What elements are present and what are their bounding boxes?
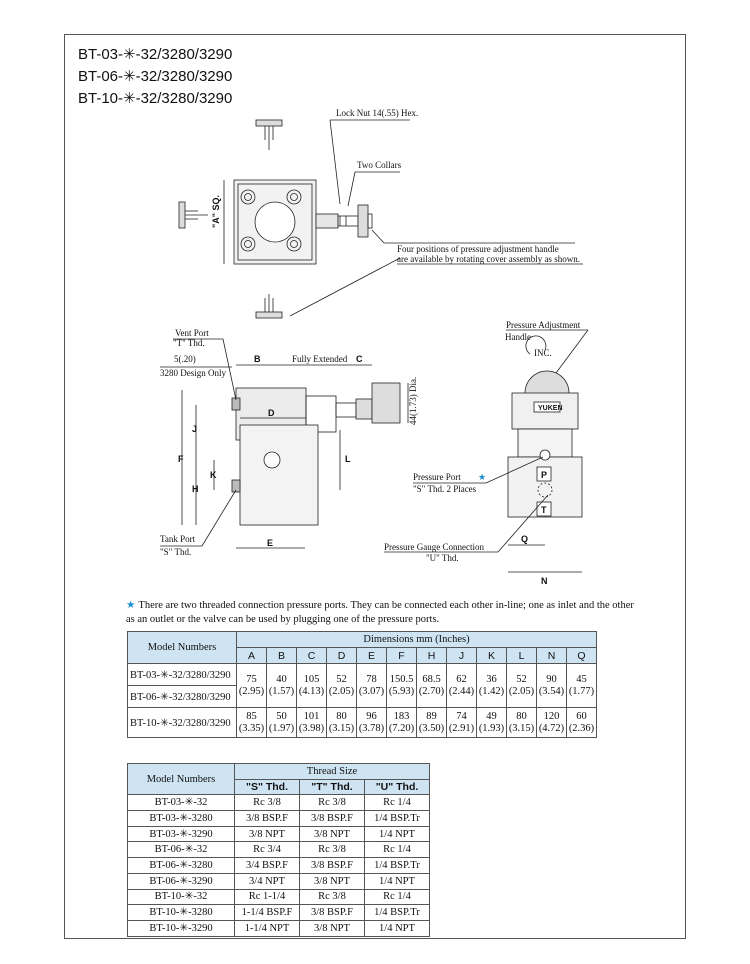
dim-n-label: N: [541, 576, 548, 586]
thread-cell: 3/8 NPT: [300, 920, 365, 936]
dimensions-table: [127, 631, 597, 738]
col-k: K: [477, 648, 507, 664]
thread-cell: Rc 3/8: [300, 795, 365, 811]
value-in: (1.42): [478, 685, 505, 697]
pressure-port-label-2: "S" Thd. 2 Places: [413, 484, 477, 494]
col-f: F: [387, 648, 417, 664]
value-mm: 45: [576, 673, 587, 685]
thread-cell: 1-1/4 NPT: [235, 920, 300, 936]
value-mm: 89: [426, 710, 437, 722]
value-in: (2.95): [238, 685, 265, 697]
thread-cell: 3/8 BSP.F: [300, 811, 365, 827]
dim-e-label: E: [267, 538, 274, 548]
thread-cell: 1/4 NPT: [365, 826, 430, 842]
value-in: (1.97): [268, 722, 295, 734]
value-mm: 60: [576, 710, 587, 722]
thread-row: [128, 858, 430, 874]
model-cell: BT-10-✳-32/3280/3290: [128, 708, 237, 738]
value-in: (1.93): [478, 722, 505, 734]
col-l: L: [507, 648, 537, 664]
value-mm: 80: [336, 710, 347, 722]
thread-row: [128, 842, 430, 858]
value-mm: 36: [486, 673, 497, 685]
value-mm: 150.5: [389, 673, 414, 685]
value-mm: 80: [516, 710, 527, 722]
two-collars-label: Two Collars: [357, 160, 402, 170]
title-line: BT-03-✳-32/3280/3290: [78, 46, 233, 63]
note-body: There are two threaded connection pressure ports. They can be connected each other in-line; one as inlet and the other as an outlet or the valve can be used by plugging one of the pressure ports.: [126, 600, 634, 625]
dim-q-label: Q: [521, 534, 529, 544]
a-sq-label: "A" SQ.: [211, 194, 221, 228]
t-port-label: T: [541, 505, 547, 515]
header-model: Model Numbers: [128, 632, 237, 664]
dim-d-label: D: [268, 408, 275, 418]
value-in: (2.44): [448, 685, 475, 697]
value-mm: 85: [246, 710, 257, 722]
value-mm: 105: [303, 673, 320, 685]
thread-cell: 1/4 BSP.Tr: [365, 858, 430, 874]
four-positions-label-2: are available by rotating cover assembly as shown.: [397, 254, 580, 264]
col-s-thd: "S" Thd.: [245, 780, 289, 793]
col-d: D: [327, 648, 357, 664]
thread-cell: Rc 3/8: [235, 795, 300, 811]
value-in: (1.57): [268, 685, 295, 697]
gauge-label-1: Pressure Gauge Connection: [384, 542, 484, 552]
thread-cell: Rc 3/4: [235, 842, 300, 858]
star-icon: ★: [126, 600, 136, 611]
thread-cell: 1/4 NPT: [365, 873, 430, 889]
value-mm: 78: [366, 673, 377, 685]
value-in: (3.15): [508, 722, 535, 734]
gauge-label-2: "U" Thd.: [426, 553, 459, 563]
header-model: Model Numbers: [128, 764, 235, 795]
value-mm: 52: [516, 673, 527, 685]
value-in: (3.15): [328, 722, 355, 734]
star-icon: ★: [478, 472, 487, 482]
model-cell: BT-03-✳-32/3280/3290: [128, 664, 237, 686]
model-cell: BT-03-✳-3280: [128, 811, 235, 827]
dim-k-label: K: [210, 470, 217, 480]
thread-cell: 3/4 BSP.F: [235, 858, 300, 874]
value-in: (3.50): [418, 722, 445, 734]
title-line: BT-06-✳-32/3280/3290: [78, 68, 233, 85]
thread-row: [128, 811, 430, 827]
header-thread-size: Thread Size: [235, 764, 430, 780]
value-in: (3.78): [358, 722, 385, 734]
value-mm: 40: [276, 673, 287, 685]
thread-row: [128, 905, 430, 921]
header-dimensions: Dimensions mm (Inches): [237, 632, 597, 648]
yuken-label: YUKEN: [538, 405, 563, 412]
model-cell: BT-06-✳-32/3280/3290: [128, 686, 237, 708]
inc-label: INC.: [534, 348, 552, 358]
value-mm: 74: [456, 710, 467, 722]
value-mm: 75: [246, 673, 257, 685]
bottom-handle-icon: [256, 294, 282, 318]
thread-row: [128, 826, 430, 842]
thread-cell: 3/8 NPT: [300, 873, 365, 889]
thread-cell: 3/8 BSP.F: [235, 811, 300, 827]
value-in: (3.98): [298, 722, 325, 734]
pressure-adjustment-label-1: Pressure Adjustment: [506, 320, 581, 330]
value-mm: 120: [543, 710, 560, 722]
model-cell: BT-10-✳-32: [128, 889, 235, 905]
dim-f-label: F: [178, 454, 184, 464]
dim-h-label: H: [192, 484, 199, 494]
thread-row: [128, 795, 430, 811]
col-e: E: [357, 648, 387, 664]
value-in: (2.36): [568, 722, 595, 734]
thread-cell: Rc 3/8: [300, 842, 365, 858]
plan-view: [234, 180, 372, 264]
value-mm: 52: [336, 673, 347, 685]
thread-cell: 1-1/4 BSP.F: [235, 905, 300, 921]
note-text: [126, 599, 636, 627]
thread-row: [128, 889, 430, 905]
side-view: [232, 383, 400, 525]
col-a: A: [237, 648, 267, 664]
value-mm: 68.5: [422, 673, 441, 685]
col-j: J: [447, 648, 477, 664]
vent-port-label-1: Vent Port: [175, 328, 209, 338]
lock-nut-label: Lock Nut 14(.55) Hex.: [336, 108, 419, 118]
pressure-port-label-1: Pressure Port: [413, 472, 461, 482]
value-mm: 90: [546, 673, 557, 685]
value-in: (2.70): [418, 685, 445, 697]
model-cell: BT-03-✳-32: [128, 795, 235, 811]
thread-row: [128, 873, 430, 889]
model-cell: BT-06-✳-3280: [128, 858, 235, 874]
value-in: (7.20): [388, 722, 415, 734]
value-in: (3.54): [538, 685, 565, 697]
value-in: (2.05): [508, 685, 535, 697]
tank-port-label-2: "S" Thd.: [160, 547, 192, 557]
value-mm: 101: [303, 710, 320, 722]
thread-cell: 3/8 NPT: [235, 826, 300, 842]
col-q: Q: [567, 648, 597, 664]
thread-cell: 3/4 NPT: [235, 873, 300, 889]
col-c: C: [297, 648, 327, 664]
model-cell: BT-06-✳-3290: [128, 873, 235, 889]
value-in: (5.93): [388, 685, 415, 697]
thread-cell: Rc 1/4: [365, 842, 430, 858]
col-u-thd: "U" Thd.: [375, 780, 419, 793]
dim-j-label: J: [192, 424, 198, 434]
thread-cell: 1/4 NPT: [365, 920, 430, 936]
value-in: (4.72): [538, 722, 565, 734]
top-handle-icon: [256, 120, 282, 150]
pressure-adjustment-label-2: Handle: [505, 332, 531, 342]
value-mm: 62: [456, 673, 467, 685]
dim-c-label: C: [356, 354, 363, 364]
model-cell: BT-10-✳-3290: [128, 920, 235, 936]
design-only-label: 3280 Design Only: [160, 368, 226, 378]
dim-l-label: L: [345, 454, 351, 464]
tank-port-label-1: Tank Port: [160, 534, 196, 544]
four-positions-label-1: Four positions of pressure adjustment handle: [397, 244, 559, 254]
value-in: (3.35): [238, 722, 265, 734]
col-t-thd: "T" Thd.: [311, 780, 353, 793]
thread-size-table: [127, 763, 430, 937]
value-in: (3.07): [358, 685, 385, 697]
value-mm: 96: [366, 710, 377, 722]
thread-cell: Rc 3/8: [300, 889, 365, 905]
col-n: N: [537, 648, 567, 664]
dia-label: 44(1.73) Dia.: [408, 376, 418, 425]
thread-cell: 3/8 NPT: [300, 826, 365, 842]
thread-cell: 1/4 BSP.Tr: [365, 811, 430, 827]
title-line: BT-10-✳-32/3280/3290: [78, 90, 233, 107]
thread-cell: Rc 1-1/4: [235, 889, 300, 905]
col-h: H: [417, 648, 447, 664]
thread-cell: 1/4 BSP.Tr: [365, 905, 430, 921]
fully-extended-label: Fully Extended: [292, 354, 348, 364]
thread-cell: 3/8 BSP.F: [300, 858, 365, 874]
thread-row: [128, 920, 430, 936]
vent-port-label-2: "T" Thd.: [173, 338, 205, 348]
value-in: (4.13): [298, 685, 325, 697]
value-in: (2.91): [448, 722, 475, 734]
front-view: [508, 371, 582, 517]
model-cell: BT-10-✳-3280: [128, 905, 235, 921]
five-label: 5(.20): [174, 354, 196, 364]
model-cell: BT-03-✳-3290: [128, 826, 235, 842]
value-in: (1.77): [568, 685, 595, 697]
value-in: (2.05): [328, 685, 355, 697]
left-handle-icon: [179, 202, 208, 228]
thread-cell: Rc 1/4: [365, 889, 430, 905]
value-mm: 183: [393, 710, 410, 722]
thread-cell: 3/8 BSP.F: [300, 905, 365, 921]
value-mm: 49: [486, 710, 497, 722]
p-port-label: P: [541, 470, 548, 480]
model-cell: BT-06-✳-32: [128, 842, 235, 858]
dim-b-label: B: [254, 354, 261, 364]
thread-cell: Rc 1/4: [365, 795, 430, 811]
col-b: B: [267, 648, 297, 664]
value-mm: 50: [276, 710, 287, 722]
